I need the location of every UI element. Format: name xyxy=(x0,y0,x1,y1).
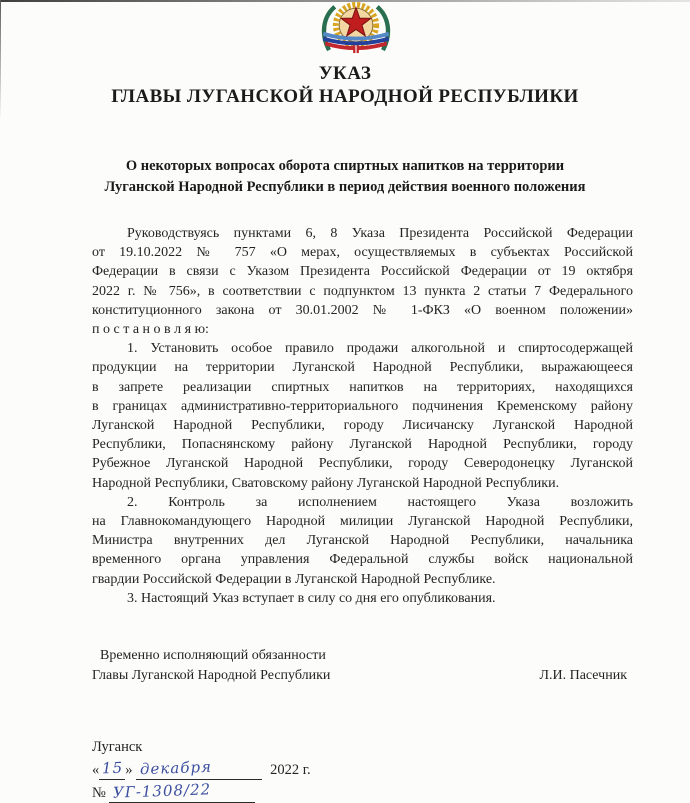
signer-position-line-1: Временно исполняющий обязанности xyxy=(100,648,326,663)
signer-name: Л.И. Пасечник xyxy=(539,668,627,683)
subject-line-2: Луганской Народной Республики в период действия военного положения xyxy=(104,179,586,195)
signature-block xyxy=(92,646,627,686)
text-line: 2022 г. № 756», в соответствии с подпунктом 13 пункта 2 статьи 7 Федерального xyxy=(92,283,633,299)
text-line: Руководствуясь пунктами 6, 8 Указа Президента Российской Федерации xyxy=(127,226,633,241)
text-line: 2. Контроль за исполнением настоящего Указа возложить xyxy=(127,494,633,510)
signer-position xyxy=(92,646,330,686)
text-line: продукции на территории Луганской Народной Республики, выражающееся xyxy=(92,360,633,376)
text-line: гвардии Российской Федерации в Луганской Народной Республике. xyxy=(92,571,496,587)
text-line: Министра внутренних дел Луганской Народной Республики, начальника xyxy=(92,533,633,549)
document-title xyxy=(0,62,690,108)
text-line: Федерации в связи с Указом Президента Российской Федерации от 19 октября xyxy=(92,264,633,280)
text-line: в запрете реализации спиртных напитков на территориях, находящихся xyxy=(92,379,633,395)
handwritten-number: УГ-1308/22 xyxy=(113,780,212,802)
text-line: 1. Установить особое правило продажи алкогольной и спиртосодержащей xyxy=(127,341,633,357)
paragraph-point-1 xyxy=(92,339,633,493)
paragraph-point-3 xyxy=(92,589,633,608)
emblem-ribbon-tail-stripe xyxy=(355,45,356,53)
lnr-coat-of-arms-svg xyxy=(318,2,394,54)
text-line: 3. Настоящий Указ вступает в силу со дня его опубликования. xyxy=(127,590,496,606)
close-quote: » xyxy=(125,762,133,778)
text-line: на Главнокомандующего Народной милиции Луганской Народной Республики, xyxy=(92,514,633,530)
paragraph-preamble xyxy=(92,224,633,339)
number-label: № xyxy=(92,785,106,801)
text-line: Народной Республики, Сватовскому району Луганской Народной Республики. xyxy=(92,475,560,491)
issuance-city: Луганск xyxy=(92,739,143,755)
issuance-block xyxy=(92,736,412,803)
subject-line-1: О некоторых вопросах оборота спиртных напитков на территории xyxy=(125,158,565,174)
text-line: от 19.10.2022 № 757 «О мерах, осуществляемых в субъектах Российской xyxy=(92,245,633,261)
paragraph-point-2 xyxy=(92,493,633,589)
handwritten-day: 15 xyxy=(101,758,124,778)
text-line: Республики, Попаснянскому району Луганской Народной Республики, городу xyxy=(92,437,633,453)
issuance-date-row xyxy=(92,759,412,780)
text-line: конституционного закона от 30.01.2002 № 1-ФКЗ «О военном положении» xyxy=(92,302,633,318)
signer-position-line-2: Главы Луганской Народной Республики xyxy=(92,668,331,683)
title-line-2: ГЛАВЫ ЛУГАНСКОЙ НАРОДНОЙ РЕСПУБЛИКИ xyxy=(111,86,579,107)
text-line: п о с т а н о в л я ю: xyxy=(92,322,209,338)
text-line: временного органа управления Федеральной службы войск национальной xyxy=(92,552,633,568)
document-body xyxy=(92,224,633,608)
lnr-coat-of-arms-icon xyxy=(318,2,394,54)
handwritten-month: декабря xyxy=(139,757,213,779)
text-line: в границах административно-территориального подчинения Кременскому району xyxy=(92,398,633,414)
text-line: Рубежное Луганской Народной Республики, городу Северодонецку Луганской xyxy=(92,456,633,472)
text-line: Луганской Народной Республики, городу Лисичанску Луганской Народной xyxy=(92,418,633,434)
date-day-blank xyxy=(99,759,125,780)
title-line-1: УКАЗ xyxy=(318,63,372,84)
issuance-year: 2022 г. xyxy=(270,762,311,778)
document-subject xyxy=(0,156,690,198)
open-quote: « xyxy=(92,762,100,778)
date-month-blank xyxy=(136,759,262,780)
